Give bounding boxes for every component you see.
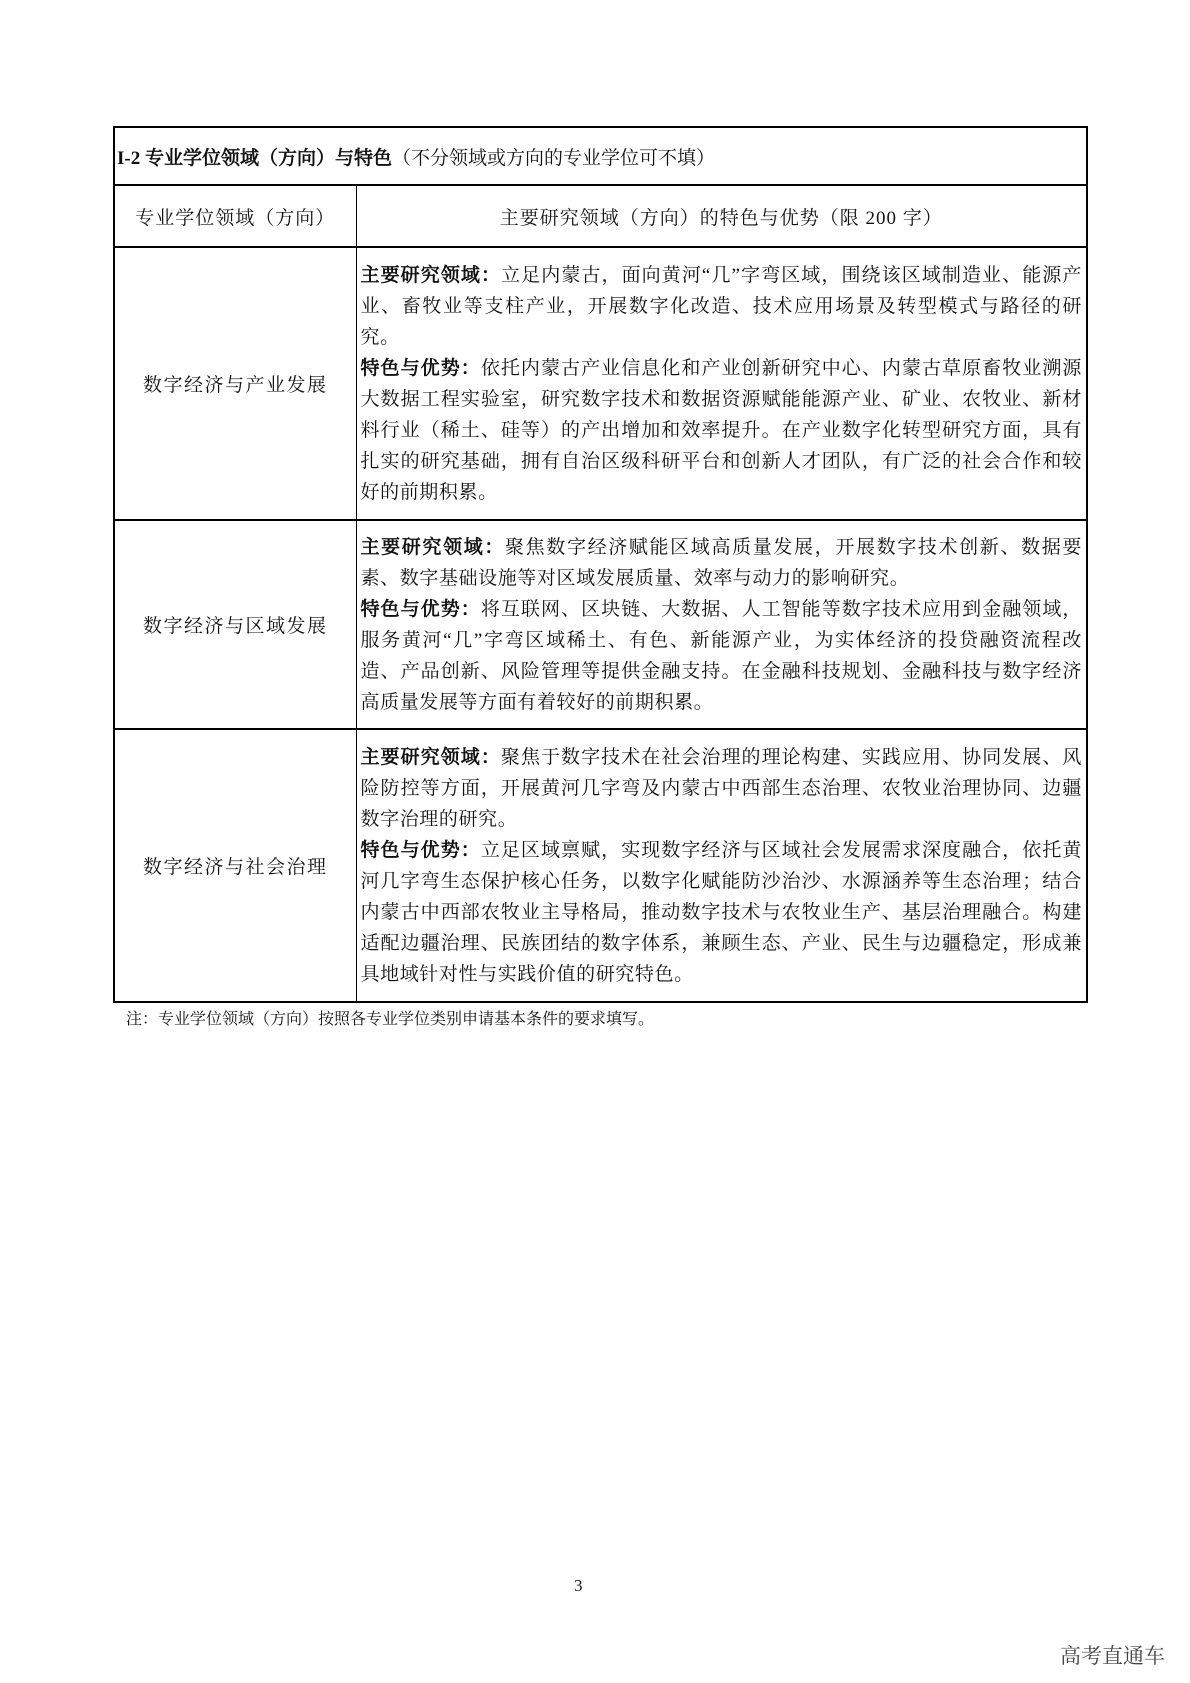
area-label: 主要研究领域： bbox=[360, 536, 506, 558]
area-text: 聚焦数字经济赋能区域高质量发展，开展数字技术创新、数据要素、数字基础设施等对区域发展质量、效率与动力的影响研究。 bbox=[360, 536, 1082, 589]
field-name: 数字经济与区域发展 bbox=[114, 520, 356, 729]
table-row bbox=[114, 729, 1087, 1002]
table-note: 注：专业学位领域（方向）按照各专业学位类别申请基本条件的要求填写。 bbox=[126, 1011, 655, 1028]
field-content bbox=[356, 729, 1087, 1002]
advantage-text: 依托内蒙古产业信息化和产业创新研究中心、内蒙古草原畜牧业溯源大数据工程实验室，研究数字技术和数据资源赋能能源产业、矿业、农牧业、新材料行业（稀土、硅等）的产出增加和效率提升。在产业数字化转型研究方面，具有扎实的研究基础，拥有自治区级科研平台和创新人才团队，有广泛的社会合作和较好的前期积累。 bbox=[360, 357, 1082, 503]
watermark: 高考直通车 bbox=[1060, 1644, 1165, 1668]
table-title-bold: I-2 专业学位领域（方向）与特色 bbox=[117, 147, 392, 169]
area-label: 主要研究领域： bbox=[360, 264, 502, 286]
field-content bbox=[356, 247, 1087, 520]
area-label: 主要研究领域： bbox=[360, 746, 501, 768]
table-title bbox=[114, 127, 1087, 185]
header-field: 专业学位领域（方向） bbox=[114, 185, 356, 247]
advantage-label: 特色与优势： bbox=[360, 598, 481, 620]
header-content: 主要研究领域（方向）的特色与优势（限 200 字） bbox=[356, 185, 1087, 247]
advantage-label: 特色与优势： bbox=[360, 839, 481, 861]
field-content bbox=[356, 520, 1087, 729]
advantage-text: 将互联网、区块链、大数据、人工智能等数字技术应用到金融领域，服务黄河“几”字弯区域稀土、有色、新能源产业，为实体经济的投贷融资流程改造、产品创新、风险管理等提供金融支持。在金融科技规划、金融科技与数字经济高质量发展等方面有着较好的前期积累。 bbox=[360, 598, 1082, 713]
advantage-text: 立足区域禀赋，实现数字经济与区域社会发展需求深度融合，依托黄河几字弯生态保护核心任务，以数字化赋能防沙治沙、水源涵养等生态治理；结合内蒙古中西部农牧业主导格局，推动数字技术与农牧业生产、基层治理融合。构建适配边疆治理、民族团结的数字体系，兼顾生态、产业、民生与边疆稳定，形成兼具地域针对性与实践价值的研究特色。 bbox=[360, 839, 1082, 985]
field-name: 数字经济与社会治理 bbox=[114, 729, 356, 1002]
page-number: 3 bbox=[574, 1576, 583, 1595]
table-row bbox=[114, 520, 1087, 729]
table-title-note: （不分领域或方向的专业学位可不填） bbox=[391, 147, 715, 169]
area-text: 聚焦于数字技术在社会治理的理论构建、实践应用、协同发展、风险防控等方面，开展黄河几字弯及内蒙古中西部生态治理、农牧业治理协同、边疆数字治理的研究。 bbox=[360, 746, 1083, 830]
degree-fields-table bbox=[113, 126, 1088, 1003]
area-text: 立足内蒙古，面向黄河“几”字弯区域，围绕该区域制造业、能源产业、畜牧业等支柱产业，开展数字化改造、技术应用场景及转型模式与路径的研究。 bbox=[360, 264, 1082, 348]
table-row bbox=[114, 247, 1087, 520]
advantage-label: 特色与优势： bbox=[360, 357, 481, 379]
field-name: 数字经济与产业发展 bbox=[114, 247, 356, 520]
